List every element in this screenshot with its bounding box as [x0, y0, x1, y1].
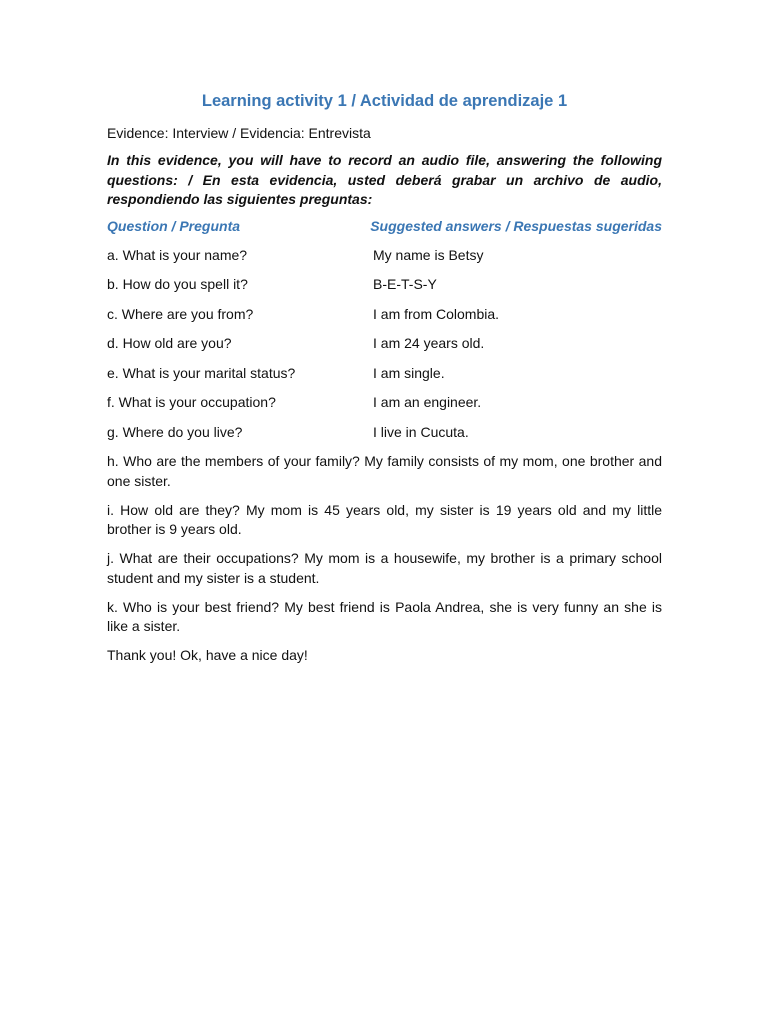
- answer-text: B-E-T-S-Y: [373, 276, 437, 292]
- answer-text: My name is Betsy: [373, 246, 484, 263]
- qa-row: [107, 246, 662, 265]
- answer-text: I am an engineer.: [373, 394, 482, 410]
- qa-row: [107, 334, 662, 353]
- qa-row: [107, 393, 662, 412]
- answer-text: I live in Cucuta.: [373, 423, 469, 440]
- question-text: a. What is your name?: [107, 246, 248, 263]
- page-title: Learning activity 1 / Actividad de aprendizaje 1: [201, 92, 568, 110]
- paragraph-question-k: k. Who is your best friend? My best friend is Paola Andrea, she is very funny an she is like a sister.: [107, 598, 662, 634]
- paragraph-question-h: h. Who are the members of your family? My family consists of my mom, one brother and one sister.: [107, 453, 662, 489]
- paragraph-question-j: j. What are their occupations? My mom is a housewife, my brother is a primary school student and my sister is a student.: [107, 550, 662, 586]
- qa-row: [107, 423, 662, 442]
- question-text: g. Where do you live?: [107, 423, 243, 440]
- answer-text: I am single.: [373, 364, 445, 381]
- document-page: [107, 90, 662, 665]
- evidence-line: Evidence: Interview / Evidencia: Entrevista: [107, 125, 371, 141]
- question-text: d. How old are you?: [107, 335, 232, 351]
- qa-table-header: [107, 217, 662, 236]
- qa-table: [107, 246, 662, 442]
- qa-row: [107, 364, 662, 383]
- question-column-header: Question / Pregunta: [107, 217, 241, 234]
- instructions-paragraph: In this evidence, you will have to record an audio file, answering the following questions: / En esta evidencia, usted deberá grabar un archivo de audio, respondiendo las siguientes preguntas:: [107, 152, 662, 207]
- question-text: f. What is your occupation?: [107, 394, 276, 410]
- paragraph-question-i: i. How old are they? My mom is 45 years old, my sister is 19 years old and my little brother is 9 years old.: [107, 501, 662, 537]
- answer-column-header: Suggested answers / Respuestas sugeridas: [370, 217, 662, 234]
- qa-row: [107, 275, 662, 294]
- question-text: b. How do you spell it?: [107, 276, 248, 292]
- closing-line: Thank you! Ok, have a nice day!: [107, 647, 308, 663]
- answer-text: I am from Colombia.: [373, 305, 500, 322]
- question-text: e. What is your marital status?: [107, 364, 296, 381]
- answer-text: I am 24 years old.: [373, 335, 485, 351]
- question-text: c. Where are you from?: [107, 305, 254, 322]
- qa-row: [107, 305, 662, 324]
